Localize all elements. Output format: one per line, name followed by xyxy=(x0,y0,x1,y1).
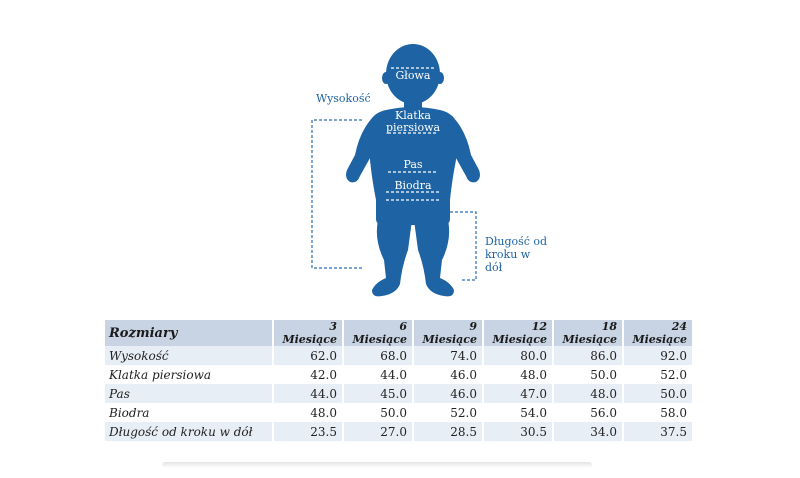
row-label: Długość od kroku w dół xyxy=(105,422,272,441)
table-cell: 44.0 xyxy=(380,367,407,382)
column-header: 12 Miesiące xyxy=(484,320,552,346)
table-cell: 27.0 xyxy=(344,422,412,441)
row-label: Klatka piersiowa xyxy=(109,367,212,382)
row-label: Wysokość xyxy=(105,346,272,365)
table-cell: 52.0 xyxy=(450,405,477,420)
table-cell: 48.0 xyxy=(520,367,547,382)
column-header: 6 Miesiące xyxy=(344,320,412,346)
table-cell: 50.0 xyxy=(380,405,407,420)
table-cell: 50.0 xyxy=(624,384,692,403)
table-cell: 68.0 xyxy=(344,346,412,365)
table-cell: 34.0 xyxy=(554,422,622,441)
table-cell: 54.0 xyxy=(520,405,547,420)
table-cell: 46.0 xyxy=(414,384,482,403)
table-row xyxy=(105,403,692,422)
height-label: Wysokość xyxy=(316,92,371,105)
table-cell: 28.5 xyxy=(414,422,482,441)
table-cell: 47.0 xyxy=(484,384,552,403)
table-cell: 46.0 xyxy=(450,367,477,382)
table-cell: 80.0 xyxy=(484,346,552,365)
table-header-title: Rozmiary xyxy=(105,320,272,346)
table-cell: 58.0 xyxy=(660,405,687,420)
column-header: 3 Miesiące xyxy=(274,320,342,346)
table-row xyxy=(105,346,692,365)
table-shadow xyxy=(162,462,592,468)
table-row xyxy=(105,365,692,384)
table-row xyxy=(105,422,692,441)
table-cell: 37.5 xyxy=(624,422,692,441)
table-cell: 48.0 xyxy=(310,405,337,420)
table-cell: 48.0 xyxy=(554,384,622,403)
column-header: 18 Miesiące xyxy=(554,320,622,346)
table-cell: 52.0 xyxy=(660,367,687,382)
table-cell: 86.0 xyxy=(554,346,622,365)
table-row xyxy=(105,384,692,403)
table-cell: 92.0 xyxy=(624,346,692,365)
table-header-row xyxy=(105,320,692,346)
row-label: Biodra xyxy=(109,405,150,420)
table-cell: 44.0 xyxy=(274,384,342,403)
table-cell: 62.0 xyxy=(274,346,342,365)
table-cell: 56.0 xyxy=(590,405,617,420)
height-guide-line xyxy=(312,120,362,268)
table-cell: 45.0 xyxy=(344,384,412,403)
hips-label: Biodra xyxy=(394,179,432,192)
table-cell: 23.5 xyxy=(274,422,342,441)
waist-label: Pas xyxy=(403,158,423,171)
row-label: Pas xyxy=(105,384,272,403)
inseam-label-line2: kroku w dół xyxy=(485,248,531,274)
head-label: Głowa xyxy=(395,69,431,82)
size-table xyxy=(103,320,694,441)
column-header: 24 Miesiące xyxy=(624,320,692,346)
inseam-label-line1: Długość od xyxy=(485,235,548,248)
baby-size-figure xyxy=(300,40,550,300)
table-cell: 42.0 xyxy=(310,367,337,382)
table-cell: 50.0 xyxy=(590,367,617,382)
table-cell: 74.0 xyxy=(414,346,482,365)
table-cell: 30.5 xyxy=(484,422,552,441)
column-header: 9 Miesiące xyxy=(414,320,482,346)
chest-label-line1: Klatka xyxy=(395,109,431,122)
chest-label-line2: piersiowa xyxy=(386,121,441,134)
